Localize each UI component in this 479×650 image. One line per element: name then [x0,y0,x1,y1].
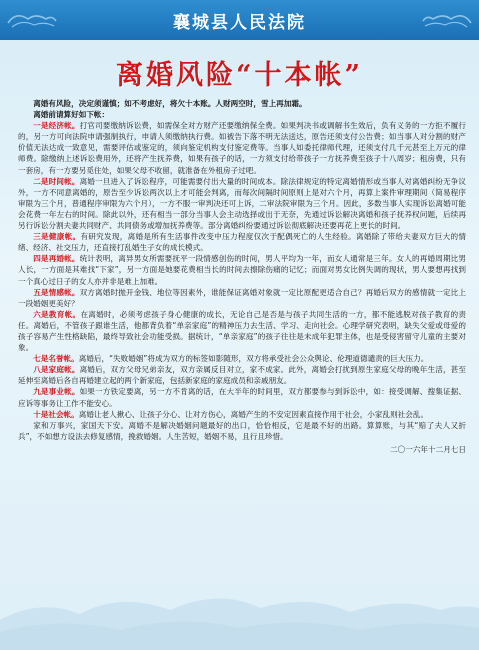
subheading: 离婚前请算好如下帐： [33,110,110,120]
item-heading: 五是情感帐。 [33,287,80,297]
item-heading: 九是事业帐。 [33,387,80,397]
item-remarriage [18,253,466,286]
item-heading: 十是社会帐。 [33,409,79,419]
item-body: 有研究发现，离婚是所有生活事件改变中压力程度仅次于配偶死亡的人生经验。离婚除了带给夫妻双方巨大的情绪、经济、社交压力，还直接打乱婚生子女的成长模式。 [18,232,466,253]
item-body: 离婚让老人揪心、让孩子分心、让对方伤心，离婚产生的不安定因素直接作用于社会，小家乱则社会乱。 [78,409,429,419]
item-heading: 四是再婚帐。 [33,254,80,264]
closing-paragraph: 家和万事兴，家国天下安。离婚不是解决婚姻问题最好的出口，恰恰相反，它是最不好的出路。算算账，与其“赔了夫人又折兵”，不如想方设法去修复感情，挽救婚姻。人生苦短，婚姻不易，且行且珍惜。 [18,420,466,441]
item-career [18,386,466,408]
item-society [18,409,466,420]
cloud-ornament-left-icon [6,9,58,29]
mountain-background-icon [0,580,479,650]
item-body: 统计表明，离异男女所需要抚平一段情感创伤的时间，男人平均为一年，而女人通常是三年。女人的再婚周期比男人长，一方面是其难找“下家”，另一方面是她要花费相当长的时间去擦除伤痛的记忆；而面对男女比例失调的现状，男人要想再找到一个真心过日子的女人亦并非是难上加难。 [18,254,466,286]
item-heading: 一是经济帐。 [33,121,80,131]
item-heading: 七是名誉帐。 [33,354,79,364]
article-body [18,98,466,643]
header-banner [0,0,479,40]
item-body: 在离婚时，必须考虑孩子身心健康的成长，无论自己是否是与孩子共同生活的一方，都不能逃脱对孩子教育的责任。离婚后，不管孩子跟谁生活，他都背负着“单亲家庭”的精神压力去生活、学习、走向社会。心理学研究表明，缺失父爱或母爱的孩子容易产生性格缺陷，最终导致社会功能受损。据统计，“单亲家庭”的孩子往往是未成年犯罪主体，也是受侵害留守儿童的主要对象。 [18,309,466,353]
title-area [14,52,465,92]
item-body: 双方离婚时抛开金钱、地位等因素外，谁能保证离婚对象就一定比原配更适合自己？再婚后双方的感情就一定比上一段婚姻更美好？ [18,287,466,308]
item-body: 离婚后，“失败婚姻”将成为双方的标签如影随形，双方将承受社会公众舆论、伦理道德谴责的巨大压力。 [78,354,429,364]
item-heading: 八是家庭帐。 [33,365,80,375]
item-heading: 三是健康帐。 [33,232,81,242]
item-time [18,176,466,231]
page-title: 离婚风险“十本帐” [115,59,364,91]
date-line: 二〇一六年十二月七日 [390,444,466,454]
item-body: 打官司要缴纳诉讼费，如需保全对方财产还要缴纳保全费。如果判决书或调解书生效后，负有义务的一方拒不履行的，另一方可向法院申请强制执行，申请人须缴纳执行费。如被告下落不明无法送达，原告还须支付公告费；如当事人对分割的财产价值无法达成一致意见，需要评估或鉴定的，须向鉴定机构支付鉴定费等。当事人如委托律师代理，还须支付几千元甚至上万元的律师费。除缴纳上述诉讼费用外，还将产生抚养费，如果有孩子的话，一方须支付给带孩子一方抚养费至孩子十八周岁；租房费，只有一套房，有一方要另觅住处，如果父母不收留，就准备在外租房子过吧。 [18,121,466,175]
intro-paragraph: 离婚有风险，决定须谨慎；如不考虑好，将欠十本账。人财两空时，雪上再加霜。 [33,99,307,108]
item-education [18,309,466,353]
item-health [18,231,466,253]
item-economic [18,120,466,175]
item-emotion [18,287,466,309]
item-body: 离婚后，双方父母兄弟亲友，双方亲属反目对立，家不成家。此外，离婚会打扰到原生家庭父母的晚年生活，甚至延伸至离婚后各自再婚建立起的两个新家庭，包括新家庭的家庭成员和亲戚朋友。 [18,365,466,386]
court-name: 襄城县人民法院 [173,12,306,33]
item-body: 离婚一旦进入了诉讼程序，可能需要付出大量的时间成本。除法律规定的特定离婚情形或当事人对离婚纠纷无争议外，一方不同意离婚的，原告至少诉讼两次以上才可能会判离，而每次间隔时间原则上是对六个月，再算上案件审理期间（简易程序审限为三个月，普通程序审限为六个月），一方不服一审判决还可上诉，二审法院审限为三个月。因此，多数当事人实现诉讼离婚可能会花费一年左右的时间。除此以外，还有相当一部分当事人会主动选择或出于无奈，先通过诉讼解决离婚和孩子抚养权问题，后续再另行诉讼分割夫妻共同财产、共同债务或增加抚养费等。部分离婚纠纷要通过诉讼彻底解决还要再花上更长的时间。 [18,176,466,231]
item-heading: 六是教育帐。 [33,309,81,319]
item-heading: 二是时间帐。 [33,176,80,186]
item-body: 如果一方铁定要离，另一方不肯离的话，在大半年的时间里，双方都要参与到诉讼中，如：接受调解、搜集证据、应诉等事务让工作不能安心。 [18,387,466,408]
cloud-ornament-right-icon [421,9,473,29]
item-reputation [18,353,466,364]
item-family [18,364,466,386]
